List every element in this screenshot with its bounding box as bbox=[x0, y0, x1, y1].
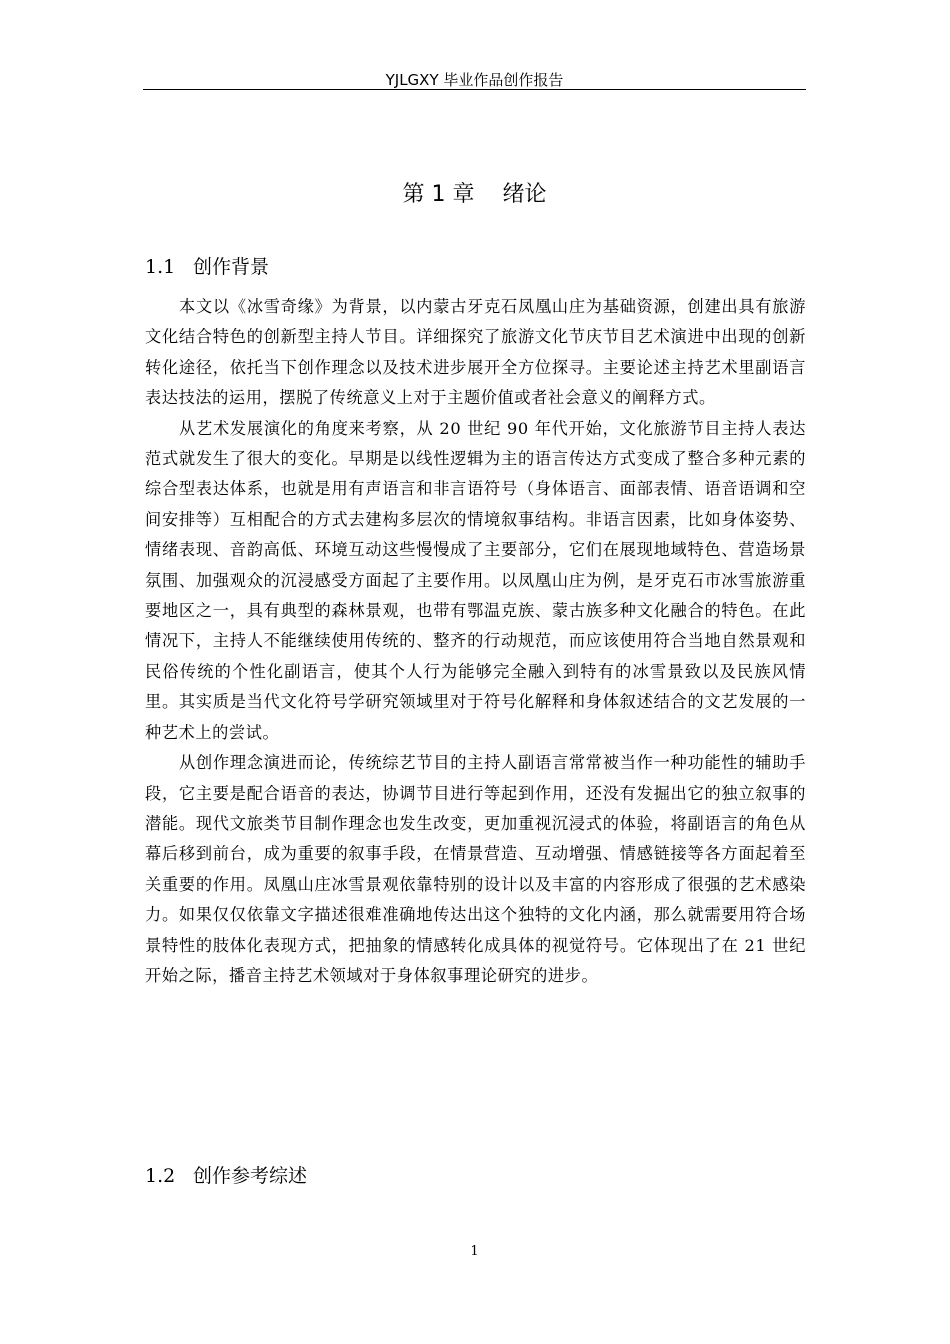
paragraph: 从艺术发展演化的角度来考察，从 20 世纪 90 年代开始，文化旅游节目主持人表达范式就发生了很大的变化。早期是以线性逻辑为主的语言传达方式变成了整合多种元素的综合型表达体系，也就是用有声语言和非言语符号（身体语言、面部表情、语音语调和空间安排等）互相配合的方式去建构多层次的情境叙事结构。非语言因素，比如身体姿势、情绪表现、音韵高低、环境互动这些慢慢成了主要部分，它们在展现地域特色、营造场景氛围、加强观众的沉浸感受方面起了主要作用。以凤凰山庄为例，是牙克石市冰雪旅游重要地区之一，具有典型的森林景观，也带有鄂温克族、蒙古族多种文化融合的特色。在此情况下，主持人不能继续使用传统的、整齐的行动规范，而应该使用符合当地自然景观和民俗传统的个性化副语言，使其个人行为能够完全融入到特有的冰雪景致以及民族风情里。其实质是当代文化符号学研究领域里对于符号化解释和身体叙述结合的文艺发展的一种艺术上的尝试。 bbox=[145, 418, 806, 742]
paragraph: 本文以《冰雪奇缘》为背景，以内蒙古牙克石凤凰山庄为基础资源，创建出具有旅游文化结合特色的创新型主持人节目。详细探究了旅游文化节庆节目艺术演进中出现的创新转化途径，依托当下创作理念以及技术进步展开全方位探寻。主要论述主持艺术里副语言表达技法的运用，摆脱了传统意义上对于主题价值或者社会意义的阐释方式。 bbox=[145, 297, 806, 408]
running-header: YJLGXY 毕业作品创作报告 bbox=[385, 71, 564, 89]
section-body bbox=[145, 292, 806, 991]
section-number: 1.2 bbox=[145, 1165, 176, 1187]
section-number: 1.1 bbox=[145, 256, 176, 278]
section-heading-1-2 bbox=[145, 1163, 307, 1189]
section-title: 创作背景 bbox=[193, 256, 270, 278]
header-rule bbox=[143, 89, 806, 90]
section-heading-1-1 bbox=[145, 254, 269, 280]
chapter-title: 第 1 章 绪论 bbox=[402, 182, 547, 207]
section-title: 创作参考综述 bbox=[193, 1165, 308, 1187]
paragraph: 从创作理念演进而论，传统综艺节目的主持人副语言常常被当作一种功能性的辅助手段，它主要是配合语音的表达，协调节目进行等起到作用，还没有发掘出它的独立叙事的潜能。现代文旅类节目制作理念也发生改变，更加重视沉浸式的体验，将副语言的角色从幕后移到前台，成为重要的叙事手段，在情景营造、互动增强、情感链接等各方面起着至关重要的作用。凤凰山庄冰雪景观依靠特别的设计以及丰富的内容形成了很强的艺术感染力。如果仅仅依靠文字描述很难准确地传达出这个独特的文化内涵，那么就需要用符合场景特性的肢体化表现方式，把抽象的情感转化成具体的视觉符号。它体现出了在 21 世纪开始之际，播音主持艺术领域对于身体叙事理论研究的进步。 bbox=[145, 753, 806, 985]
page-number: 1 bbox=[470, 1244, 479, 1259]
